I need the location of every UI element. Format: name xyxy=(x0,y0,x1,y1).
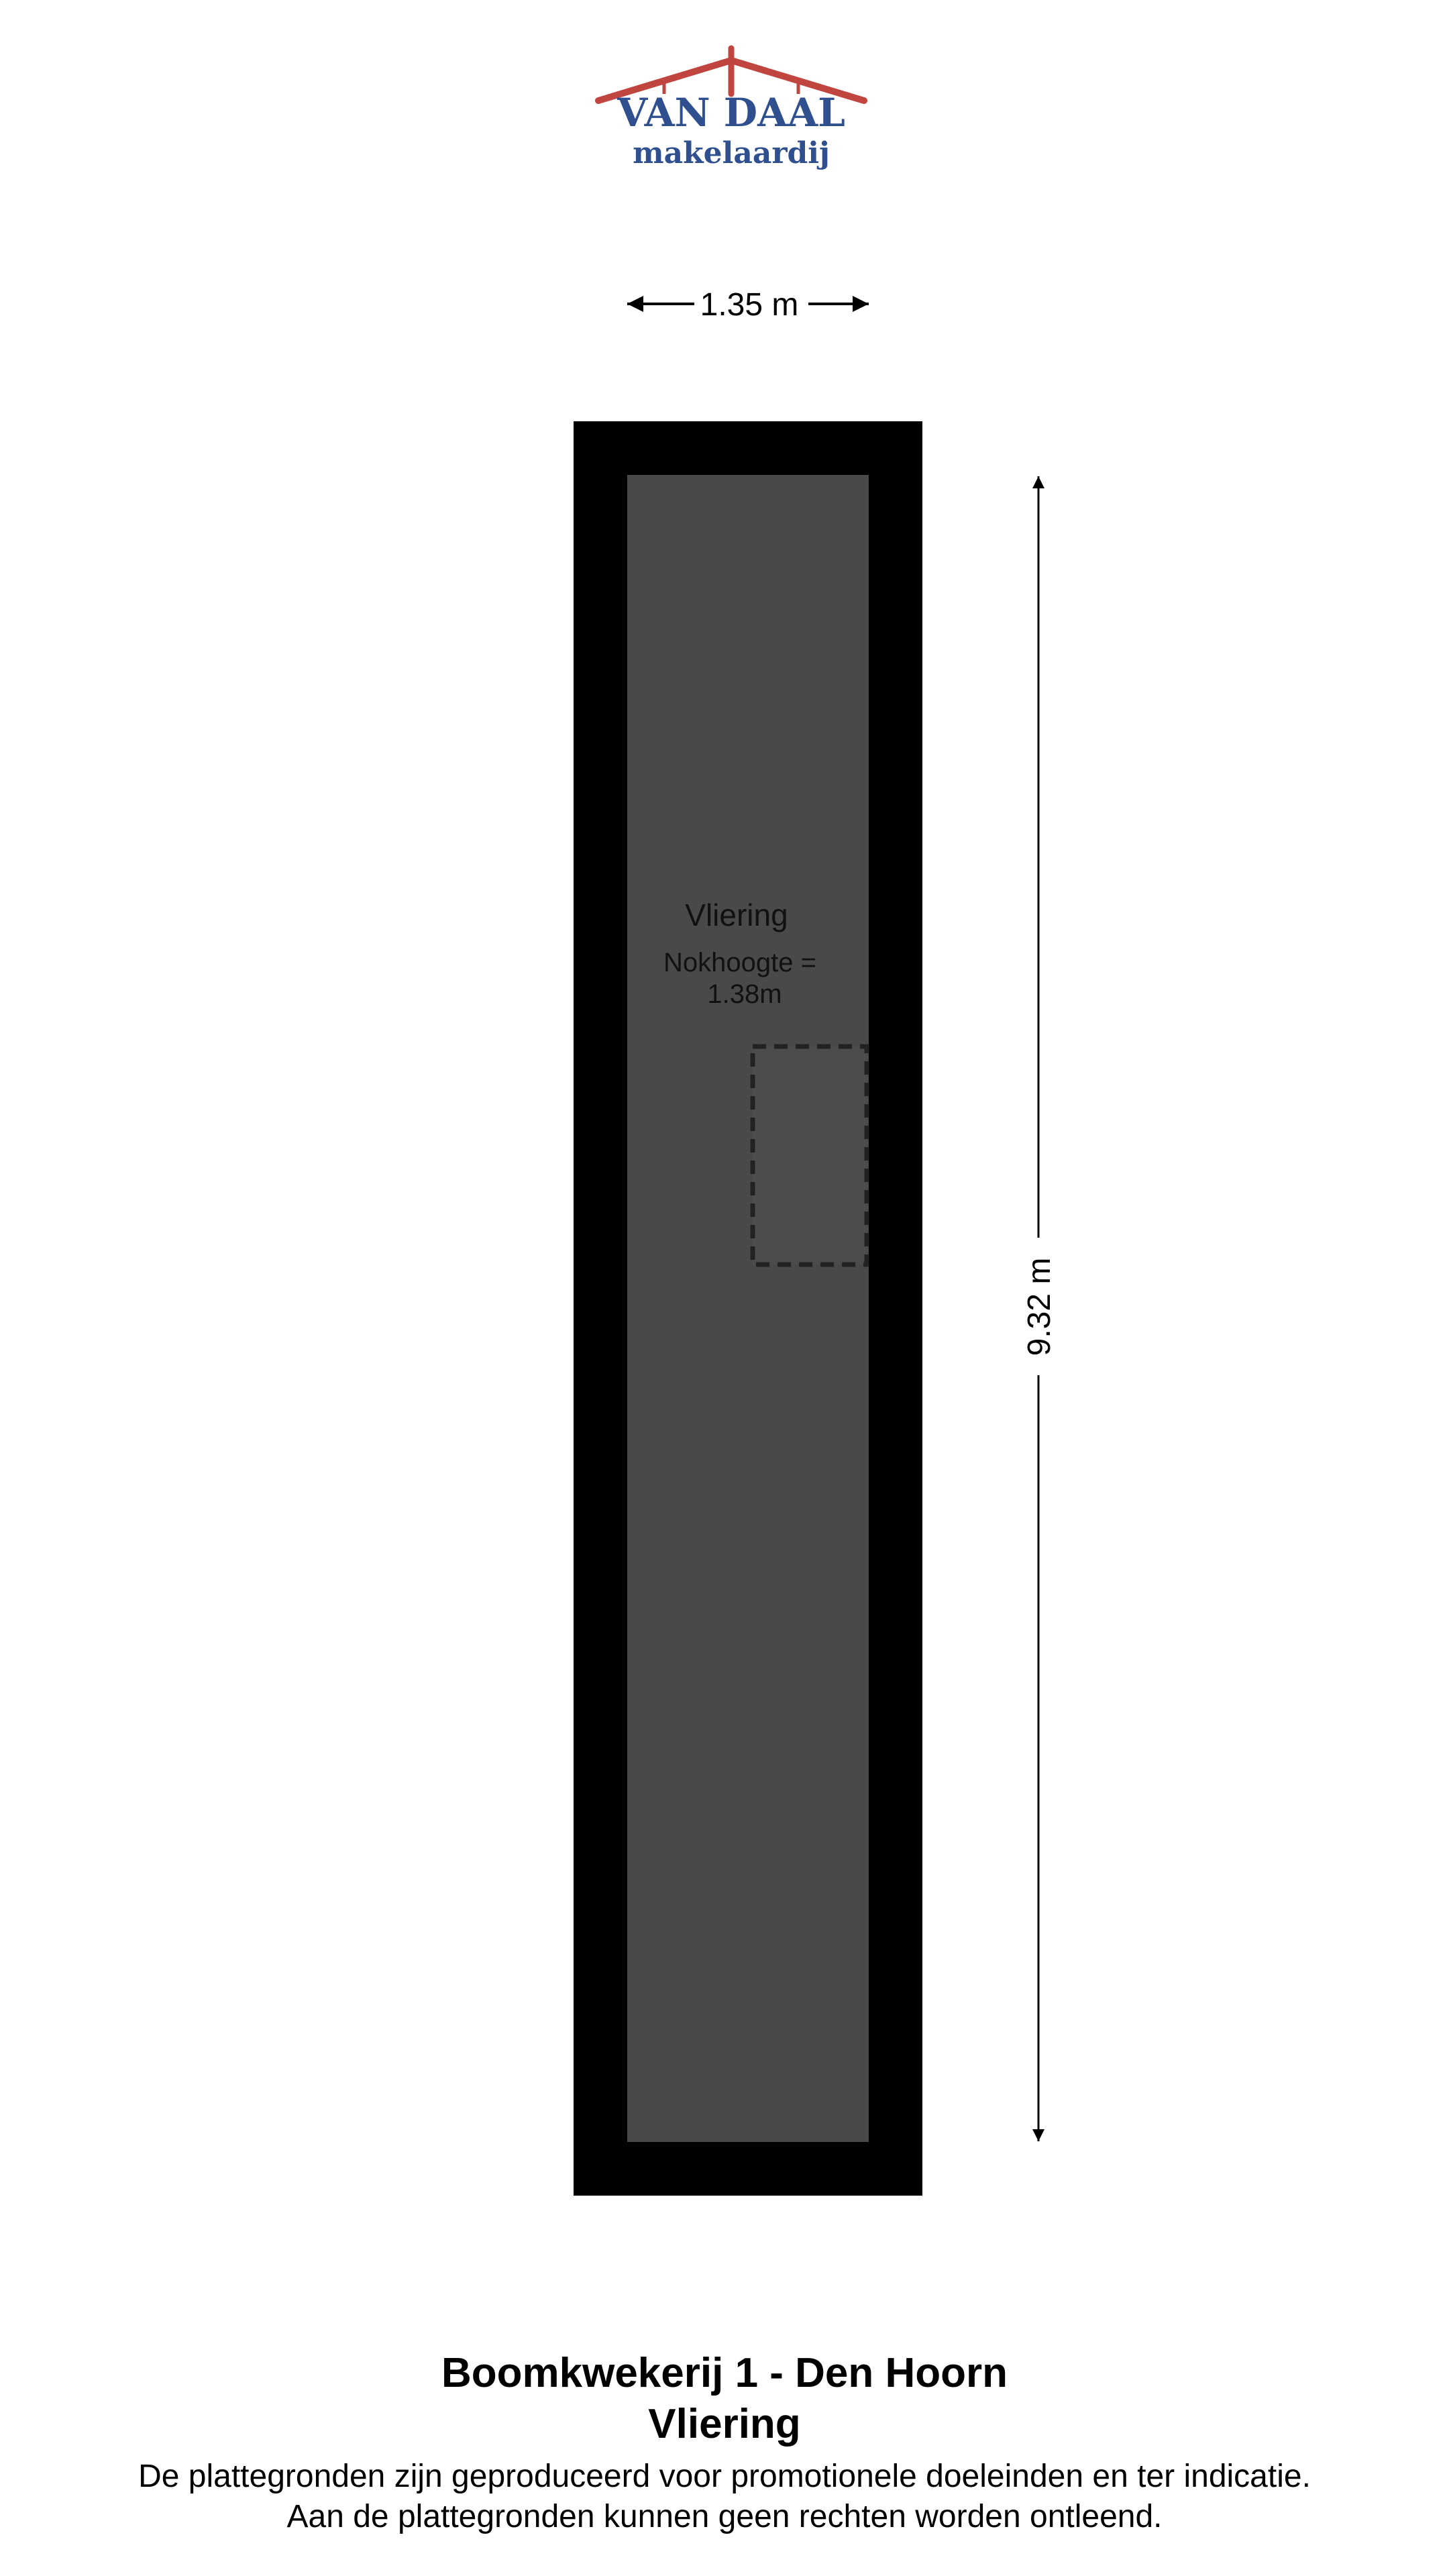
room-note-line2: 1.38m xyxy=(707,979,782,1009)
room-floor xyxy=(627,475,869,2142)
height-dimension xyxy=(1022,476,1057,2141)
logo-subtitle: makelaardij xyxy=(633,136,830,170)
disclaimer-line1: De plattegronden zijn geproduceerd voor promotionele doeleinden en ter indicatie. xyxy=(138,2459,1311,2494)
height-label: 9.32 m xyxy=(1022,1257,1057,1356)
address-title: Boomkwekerij 1 - Den Hoorn xyxy=(441,2350,1008,2396)
disclaimer-line2: Aan de plattegronden kunnen geen rechten worden ontleend. xyxy=(286,2499,1163,2534)
footer-caption xyxy=(0,2348,1449,2537)
room-name: Vliering xyxy=(685,898,788,932)
width-label: 1.35 m xyxy=(700,287,799,323)
width-dimension xyxy=(627,287,869,323)
floor-title: Vliering xyxy=(648,2401,801,2447)
logo-name: VAN DAAL xyxy=(617,90,845,136)
roof-hatch xyxy=(753,1046,867,1265)
room-note-line1: Nokhoogte = xyxy=(663,948,816,977)
